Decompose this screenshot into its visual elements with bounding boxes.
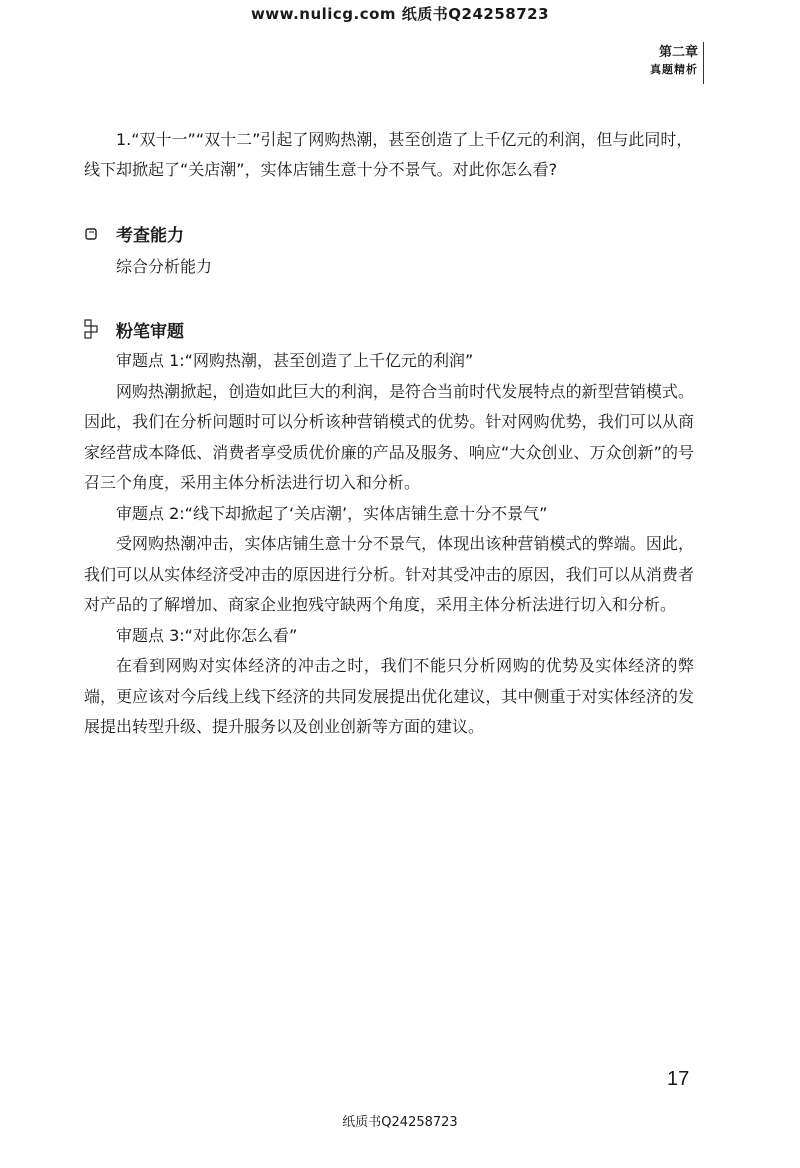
analysis-point-label: 审题点 3:“对此你怎么看”	[116, 625, 298, 645]
analysis-point-label: 审题点 2:“线下却掀起了‘关店潮’，实体店铺生意十分不景气”	[116, 503, 548, 523]
analysis-point-text: 网购热潮掀起，创造如此巨大的利润，是符合当前时代发展特点的新型营销模式。因此，我们在分析问题时可以分析该种营销模式的优势。针对网购优势，我们可以从商家经营成本降低、消费者享受质优价廉的产品及服务、响应“大众创业、万众创新”的号召三个角度，采用主体分析法进行切入和分析。	[84, 381, 694, 492]
page-number: 17	[667, 1068, 690, 1090]
grid-icon	[84, 319, 98, 341]
running-header	[650, 44, 698, 78]
bottom-watermark: 纸质书Q24258723	[342, 1115, 458, 1130]
book-icon	[84, 227, 98, 241]
analysis-point-text: 受网购热潮冲击，实体店铺生意十分不景气，体现出该种营销模式的弊端。因此，我们可以从实体经济受冲击的原因进行分析。针对其受冲击的原因，我们可以从消费者对产品的了解增加、商家企业抱残守缺两个角度，采用主体分析法进行切入和分析。	[84, 534, 694, 614]
chapter-subtitle: 真题精析	[650, 63, 698, 76]
ability-heading	[84, 221, 694, 246]
chapter-label: 第二章	[658, 45, 698, 60]
analysis-heading	[84, 317, 694, 342]
analysis-title: 粉笔审题	[116, 322, 184, 342]
analysis-point-label: 审题点 1:“网购热潮，甚至创造了上千亿元的利润”	[116, 351, 474, 370]
header-divider	[703, 42, 704, 84]
page-body	[84, 125, 694, 743]
ability-title: 考查能力	[116, 226, 184, 246]
analysis-points	[84, 346, 694, 743]
ability-content: 综合分析能力	[116, 257, 213, 276]
analysis-point-text: 在看到网购对实体经济的冲击之时，我们不能只分析网购的优势及实体经济的弊端，更应该对今后线上线下经济的共同发展提出优化建议，其中侧重于对实体经济的发展提出转型升级、提升服务以及创业创新等方面的建议。	[84, 656, 694, 736]
question-text: 1.“双十一”“双十二”引起了网购热潮，甚至创造了上千亿元的利润，但与此同时，线下却掀起了“关店潮”，实体店铺生意十分不景气。对此你怎么看?	[84, 130, 693, 179]
top-watermark: www.nulicg.com 纸质书Q24258723	[250, 5, 550, 23]
